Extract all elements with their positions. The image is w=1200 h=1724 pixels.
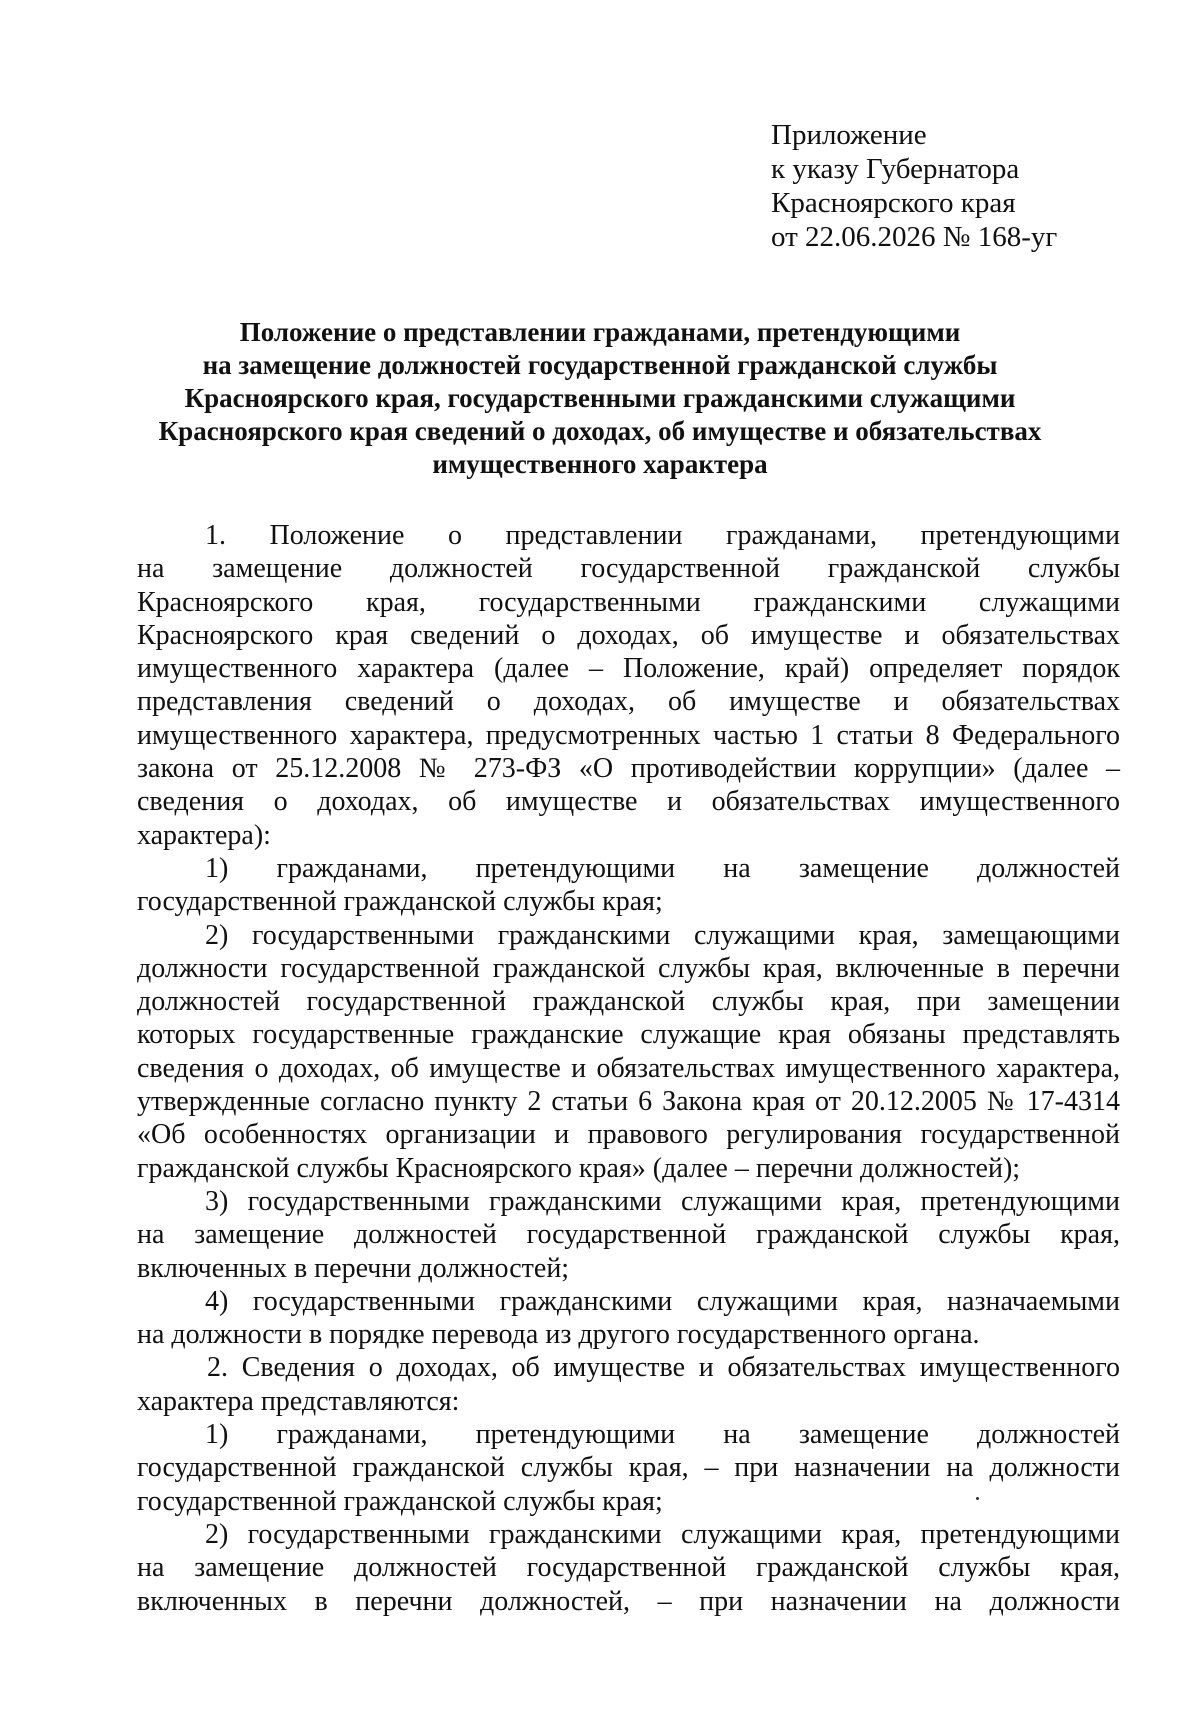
paragraph-1-line: Красноярского края сведений о доходах, об имуществе и обязательствах — [137, 619, 1120, 651]
list-item-1-1: государственной гражданской службы края; — [137, 886, 663, 918]
paragraph-2-line: характера представляются: — [137, 1385, 460, 1417]
appendix-line: к указу Губернатора — [771, 153, 1020, 185]
list-item-1-2: сведения о доходах, об имуществе и обязательствах имущественного характера, — [137, 1052, 1120, 1084]
list-item-1-2: утвержденные согласно пункту 2 статьи 6 Закона края от 20.12.2005 № 17-4314 — [137, 1086, 1120, 1118]
list-item-1-2: 2) государственными гражданскими служащими края, замещающими — [205, 919, 1120, 951]
title-line: на замещение должностей государственной гражданской службы — [202, 350, 998, 380]
list-item-2-1: государственной гражданской службы края; — [137, 1485, 663, 1517]
list-item-1-2: должностей государственной гражданской службы края, при замещении — [137, 986, 1120, 1018]
document-title — [120, 316, 1080, 481]
appendix-block — [771, 118, 1057, 254]
appendix-line: от 22.06.2026 № 168-уг — [771, 221, 1058, 253]
list-item-1-1: 1) гражданами, претендующими на замещение должностей — [205, 852, 1120, 884]
scan-speck — [976, 1497, 979, 1500]
title-line: Красноярского края сведений о доходах, об имуществе и обязательствах — [158, 416, 1042, 446]
appendix-line: Красноярского края — [771, 187, 1016, 219]
paragraph-1-line: на замещение должностей государственной гражданской службы — [137, 553, 1120, 585]
list-item-2-2: включенных в перечни должностей, – при назначении на должности — [137, 1585, 1120, 1617]
paragraph-1-line: характера): — [137, 819, 271, 851]
list-item-2-1: 1) гражданами, претендующими на замещение должностей — [205, 1419, 1120, 1451]
paragraph-1-line: закона от 25.12.2008 № 273-ФЗ «О противодействии коррупции» (далее – — [137, 753, 1120, 785]
list-item-2-2: на замещение должностей государственной гражданской службы края, — [137, 1552, 1120, 1584]
list-item-1-2: гражданской службы Красноярского края» (далее – перечни должностей); — [137, 1152, 1021, 1184]
document-body — [137, 519, 1120, 1618]
list-item-1-4: на должности в порядке перевода из другого государственного органа. — [137, 1319, 980, 1351]
paragraph-1-line: 1. Положение о представлении гражданами, претендующими — [205, 520, 1120, 551]
title-line: имущественного характера — [432, 449, 768, 479]
paragraph-1-line: имущественного характера (далее – Положение, край) определяет порядок — [137, 653, 1120, 685]
list-item-1-4: 4) государственными гражданскими служащими края, назначаемыми — [205, 1285, 1120, 1317]
list-item-1-3: 3) государственными гражданскими служащими края, претендующими — [205, 1185, 1120, 1217]
list-item-2-2: 2) государственными гражданскими служащими края, претендующими — [205, 1518, 1120, 1550]
paragraph-1-line: Красноярского края, государственными гражданскими служащими — [137, 586, 1120, 618]
list-item-1-2: должности государственной гражданской службы края, включенные в перечни — [137, 952, 1120, 984]
paragraph-1-line: сведения о доходах, об имуществе и обязательствах имущественного — [137, 786, 1120, 818]
title-line: Положение о представлении гражданами, претендующими — [239, 317, 961, 347]
list-item-1-3: включенных в перечни должностей; — [137, 1252, 570, 1284]
title-line: Красноярского края, государственными гражданскими служащими — [184, 383, 1016, 413]
list-item-1-2: «Об особенностях организации и правового регулирования государственной — [137, 1119, 1120, 1151]
list-item-1-2: которых государственные гражданские служащие края обязаны представлять — [137, 1019, 1120, 1051]
paragraph-1-line: имущественного характера, предусмотренных частью 1 статьи 8 Федерального — [137, 719, 1120, 751]
list-item-2-1: государственной гражданской службы края, – при назначении на должности — [137, 1452, 1120, 1484]
list-item-1-3: на замещение должностей государственной гражданской службы края, — [137, 1219, 1120, 1251]
paragraph-1-line: представления сведений о доходах, об имуществе и обязательствах — [137, 686, 1120, 718]
paragraph-2-line: 2. Сведения о доходах, об имуществе и обязательствах имущественного — [207, 1352, 1120, 1384]
appendix-line: Приложение — [771, 119, 927, 151]
